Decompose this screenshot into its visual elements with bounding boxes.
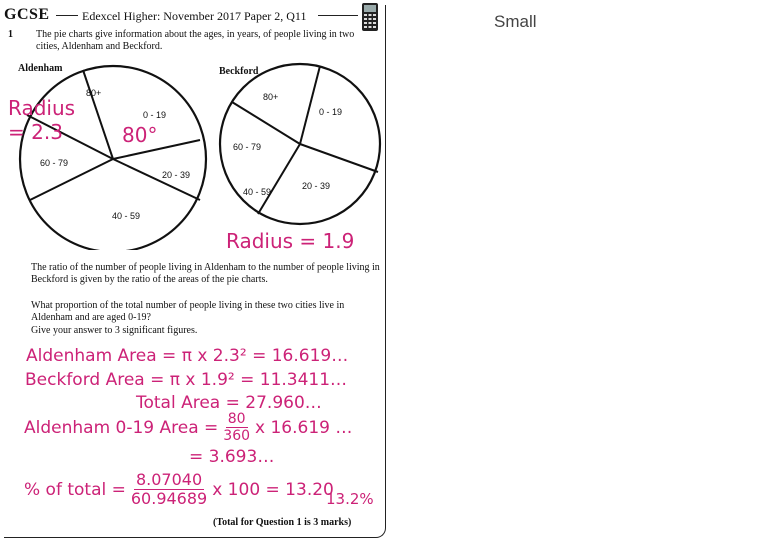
working-line-0-19-result: = 3.693…: [189, 447, 275, 467]
angle-annotation: 80°: [122, 123, 158, 147]
working-line-beckford-area: Beckford Area = π x 1.9² = 11.3411…: [25, 370, 348, 390]
working-line-total-area: Total Area = 27.960…: [136, 393, 322, 413]
percent-prefix: % of total =: [24, 479, 126, 500]
beckford-sector-line: [300, 144, 378, 172]
calculator-icon: [361, 2, 379, 32]
aldenham-label-0-19: 0 - 19: [143, 110, 167, 120]
percent-fraction: [131, 472, 207, 507]
beckford-sector-line: [258, 144, 300, 214]
percent-suffix: x 100 = 13.20: [212, 479, 334, 500]
percent-fraction-numerator: 8.07040: [135, 470, 203, 489]
question-number: 1: [8, 29, 13, 40]
question-intro: The pie charts give information about the ages, in years, of people living in two cities, Aldenham and Beckford.: [36, 29, 355, 52]
beckford-label-60-79: 60 - 79: [233, 142, 262, 152]
side-note: Small: [494, 12, 537, 31]
header-rule-left: [56, 15, 78, 16]
angle-fraction-numerator: 80: [227, 411, 246, 427]
aldenham-label-20-39: 20 - 39: [162, 170, 191, 180]
radius-aldenham-line2: = 2.3: [8, 120, 63, 144]
working-line-percentage: [24, 472, 334, 507]
angle-fraction: [223, 412, 250, 443]
angle-fraction-denominator: 360: [223, 428, 251, 444]
exam-page: [0, 0, 388, 540]
working-line-0-19-area: [24, 412, 352, 443]
working-line-aldenham-area: Aldenham Area = π x 2.3² = 16.619…: [26, 346, 349, 366]
paper-title: Edexcel Higher: November 2017 Paper 2, Q11: [82, 9, 307, 23]
area-fraction-prefix: Aldenham 0-19 Area =: [24, 417, 219, 438]
aldenham-label-80plus: 80+: [86, 88, 102, 98]
aldenham-label-40-59: 40 - 59: [112, 211, 141, 221]
total-marks: (Total for Question 1 is 3 marks): [213, 517, 352, 528]
aldenham-label-60-79: 60 - 79: [40, 158, 69, 168]
radius-aldenham-line1: Radius: [8, 96, 76, 120]
radius-aldenham-annotation: [8, 96, 75, 144]
ratio-text: The ratio of the number of people living in Aldenham to the number of people living in Beckford is given by the ratio of the areas of the pie charts.: [31, 262, 380, 285]
radius-beckford-annotation: Radius = 1.9: [226, 229, 355, 253]
gcse-label: GCSE: [4, 6, 50, 23]
beckford-sector-line: [300, 66, 320, 144]
header-rule-right: [318, 15, 358, 16]
aldenham-title: Aldenham: [18, 63, 63, 74]
instruction-text: Give your answer to 3 significant figures.: [31, 325, 198, 336]
area-fraction-suffix: x 16.619 …: [255, 417, 353, 438]
beckford-label-20-39: 20 - 39: [302, 181, 331, 191]
percent-fraction-denominator: 60.94689: [130, 489, 208, 508]
aldenham-pie-chart: [0, 60, 230, 250]
final-answer: 13.2%: [326, 490, 374, 508]
beckford-label-40-59: 40 - 59: [243, 187, 272, 197]
ask-text: What proportion of the total number of people living in these two cities live in Aldenham and are aged 0-19?: [31, 300, 345, 323]
beckford-sector-line: [232, 102, 300, 144]
beckford-label-0-19: 0 - 19: [319, 107, 343, 117]
beckford-title: Beckford: [219, 66, 259, 77]
beckford-label-80plus: 80+: [263, 92, 279, 102]
